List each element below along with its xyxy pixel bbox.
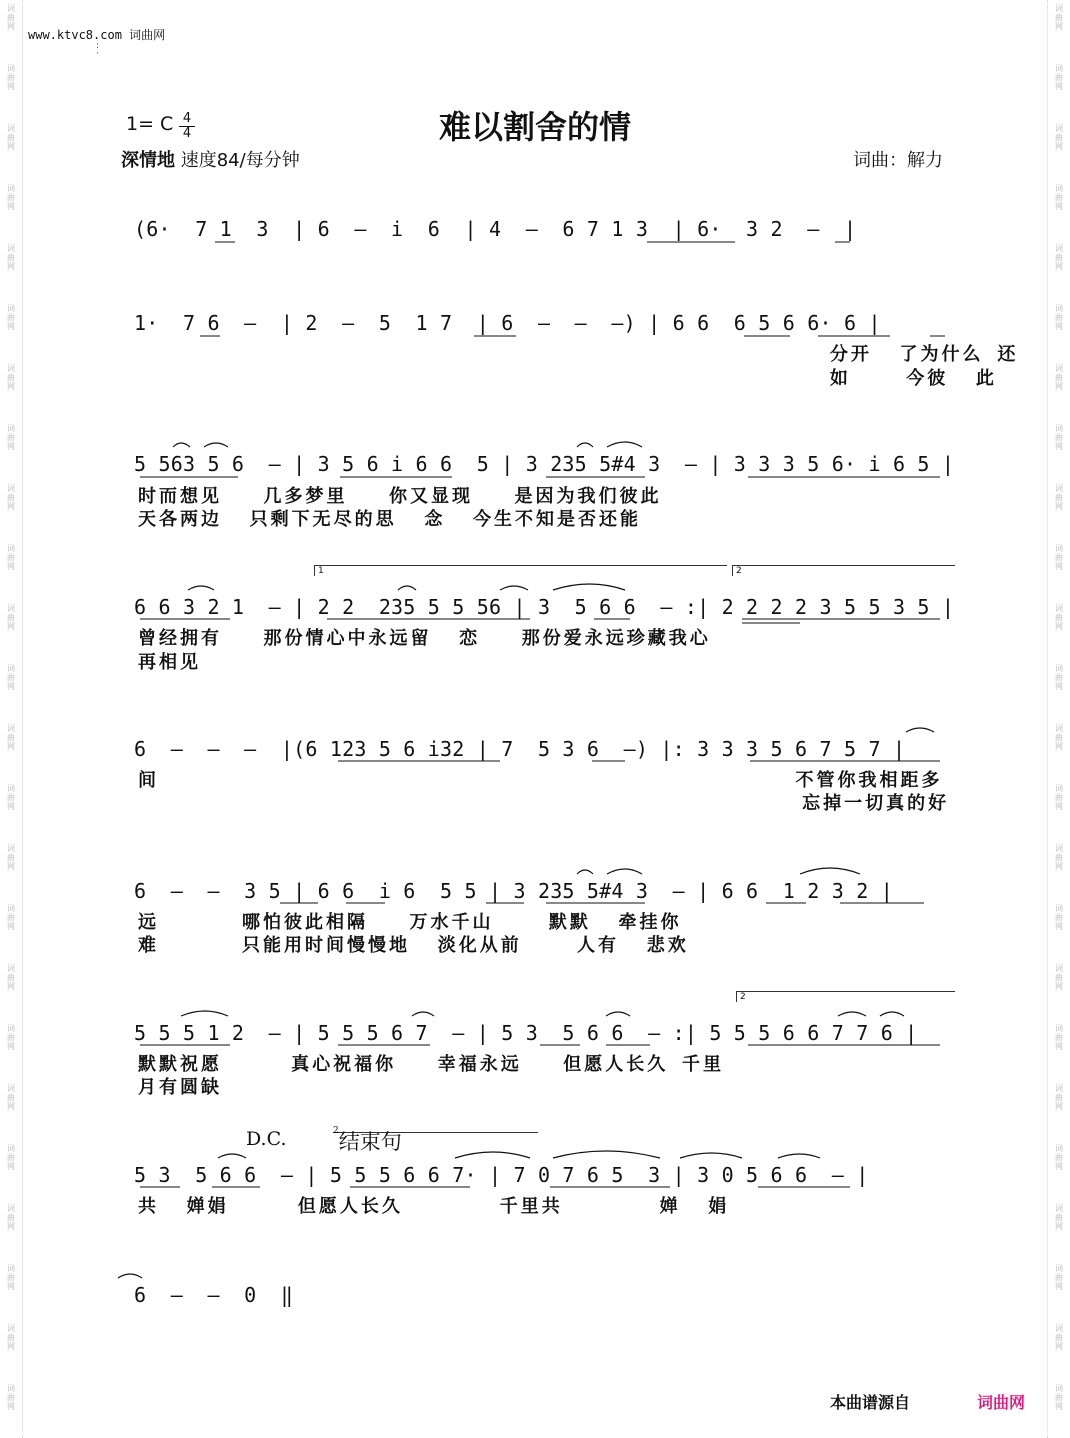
score-row-8: 5 3 5 6 6 — | 5 5 5 6 6 7· | 7 0 7 6 5 3 | 3 0 5 6 6 — | <box>134 1163 869 1187</box>
watermark-mark: 词 曲 网 <box>7 4 15 31</box>
brand-link[interactable]: 词曲网 <box>977 1393 1026 1412</box>
watermark-mark: 词 曲 网 <box>7 784 15 811</box>
watermark-mark: 词 曲 网 <box>1055 904 1063 931</box>
watermark-mark: 词 曲 网 <box>7 1324 15 1351</box>
score-row-3: 5 563 5 6 — | 3 5 6 i 6 6 5 | 3 235 5#4 3 — | 3 3 3 5 6· i 6 5 | <box>134 452 955 476</box>
watermark-mark: 词 曲 网 <box>1055 1144 1063 1171</box>
watermark-mark: 词 曲 网 <box>1055 1384 1063 1411</box>
watermark-mark: 词 曲 网 <box>7 664 15 691</box>
lyric-row-2a: 分开 了为什么 还 <box>138 344 1019 365</box>
watermark-mark: 词 曲 网 <box>7 544 15 571</box>
watermark-mark: 词 曲 网 <box>1055 184 1063 211</box>
score-row-2: 1· 7 6 — | 2 — 5 1 7 | 6 — — —) | 6 6 6 5 6 6· 6 | <box>134 311 881 335</box>
lyric-row-3b: 天各两边 只剩下无尽的思 念 今生不知是否还能 <box>138 509 642 530</box>
watermark-mark: 词 曲 网 <box>1055 4 1063 31</box>
watermark-mark: 词 曲 网 <box>1055 484 1063 511</box>
dots-mark: : · <box>96 41 100 59</box>
watermark-mark: 词 曲 网 <box>1055 424 1063 451</box>
watermark-mark: 词 曲 网 <box>7 424 15 451</box>
watermark-mark: 词 曲 网 <box>7 964 15 991</box>
watermark-mark: 词 曲 网 <box>7 304 15 331</box>
key-signature: 1= C <box>126 113 174 135</box>
ending-marking: $^2$结束句 <box>333 1126 402 1154</box>
watermark-mark: 词 曲 网 <box>7 844 15 871</box>
watermark-mark: 词 曲 网 <box>1055 124 1063 151</box>
watermark-mark: 词 曲 网 <box>1055 1204 1063 1231</box>
lyric-row-6a: 远 哪怕彼此相隔 万水千山 默默 牵挂你 <box>138 912 682 933</box>
watermark-mark: 词 曲 网 <box>7 1024 15 1051</box>
source-label: 本曲谱源自 <box>830 1393 911 1412</box>
volta-1: 1 <box>314 565 727 576</box>
watermark-mark: 词 曲 网 <box>7 244 15 271</box>
lyric-row-7b: 月有圆缺 <box>138 1077 222 1098</box>
score-row-9: 6 — — 0 ‖ <box>134 1283 294 1307</box>
lyric-row-6b: 难 只能用时间慢慢地 淡化从前 人有 悲欢 <box>138 935 689 956</box>
dc-marking: D.C. <box>246 1128 287 1150</box>
watermark-mark: 词 曲 网 <box>1055 844 1063 871</box>
tempo-mark: 速度84/每分钟 <box>180 150 300 171</box>
watermark-mark: 词 曲 网 <box>1055 244 1063 271</box>
watermark-mark: 词 曲 网 <box>1055 724 1063 751</box>
volta-2: 2 <box>732 565 955 576</box>
watermark-mark: 词 曲 网 <box>1055 64 1063 91</box>
watermark-mark: 词 曲 网 <box>7 64 15 91</box>
watermark-mark: 词 曲 网 <box>7 124 15 151</box>
watermark-mark: 词 曲 网 <box>7 604 15 631</box>
watermark-mark: 词 曲 网 <box>7 484 15 511</box>
watermark-mark: 词 曲 网 <box>1055 1024 1063 1051</box>
watermark-mark: 词 曲 网 <box>1055 1324 1063 1351</box>
watermark-mark: 词 曲 网 <box>7 364 15 391</box>
lyric-row-2b: 如 今彼 此 <box>138 368 997 389</box>
expression-mark: 深情地 <box>121 150 175 171</box>
watermark-mark: 词 曲 网 <box>1055 604 1063 631</box>
watermark-mark: 词 曲 网 <box>1055 1084 1063 1111</box>
score-row-7: 5 5 5 1 2 — | 5 5 5 6 7 — | 5 3 5 6 6 — :| 5 5 5 6 6 7 7 6 | <box>134 1021 918 1045</box>
watermark-mark: 词 曲 网 <box>1055 664 1063 691</box>
meter-bottom: 4 <box>182 126 192 141</box>
score-row-1: (6· 7 1 3 | 6 — i 6 | 4 — 6 7 1 3 | 6· 3 2 — | <box>134 217 857 241</box>
lyric-row-4a: 曾经拥有 那份情心中永远留 恋 那份爱永远珍藏我心 <box>138 628 711 649</box>
watermark-mark: 词 曲 网 <box>7 1384 15 1411</box>
lyric-row-5b: 忘掉一切真的好 <box>138 793 950 814</box>
volta-2b: 2 <box>736 991 955 1002</box>
lyric-row-3a: 时而想见 几多梦里 你又显现 是因为我们彼此 <box>138 486 662 507</box>
watermark-mark: 词 曲 网 <box>1055 544 1063 571</box>
score-row-6: 6 — — 3 5 | 6 6 i 6 5 5 | 3 235 5#4 3 — | 6 6 1 2 3 2 | <box>134 879 893 903</box>
credits: 词曲：解力 <box>853 150 943 171</box>
watermark-mark: 词 曲 网 <box>7 1264 15 1291</box>
lyric-row-5a: 间 不管你我相距多 <box>138 770 943 791</box>
watermark-mark: 词 曲 网 <box>7 724 15 751</box>
watermark-mark: 词 曲 网 <box>7 1084 15 1111</box>
watermark-mark: 词 曲 网 <box>1055 784 1063 811</box>
score-row-4: 6 6 3 2 1 — | 2 2 235 5 5 56 | 3 5 6 6 — :| 2 2 2 2 3 5 5 3 5 | <box>134 595 955 619</box>
watermark-mark: 词 曲 网 <box>1055 1264 1063 1291</box>
watermark-mark: 词 曲 网 <box>1055 364 1063 391</box>
watermark-mark: 词 曲 网 <box>7 1144 15 1171</box>
watermark-mark: 词 曲 网 <box>1055 304 1063 331</box>
lyric-row-8a: 共 婵娟 但愿人长久 千里共 婵 娟 <box>138 1196 730 1217</box>
site-watermark: www.ktvc8.com 词曲网 <box>28 28 166 42</box>
watermark-mark: 词 曲 网 <box>7 1204 15 1231</box>
watermark-mark: 词 曲 网 <box>1055 964 1063 991</box>
score-row-5: 6 — — — |(6 123 5 6 i32 | 7 5 3 6 —) |: 3 3 3 5 6 7 5 7 | <box>134 737 906 761</box>
watermark-mark: 词 曲 网 <box>7 904 15 931</box>
lyric-row-4b: 再相见 <box>138 652 201 673</box>
song-title: 难以割舍的情 <box>438 108 631 146</box>
watermark-mark: 词 曲 网 <box>7 184 15 211</box>
meter-top: 4 <box>182 111 192 126</box>
lyric-row-7a: 默默祝愿 真心祝福你 幸福永远 但愿人长久 千里 <box>138 1054 725 1075</box>
